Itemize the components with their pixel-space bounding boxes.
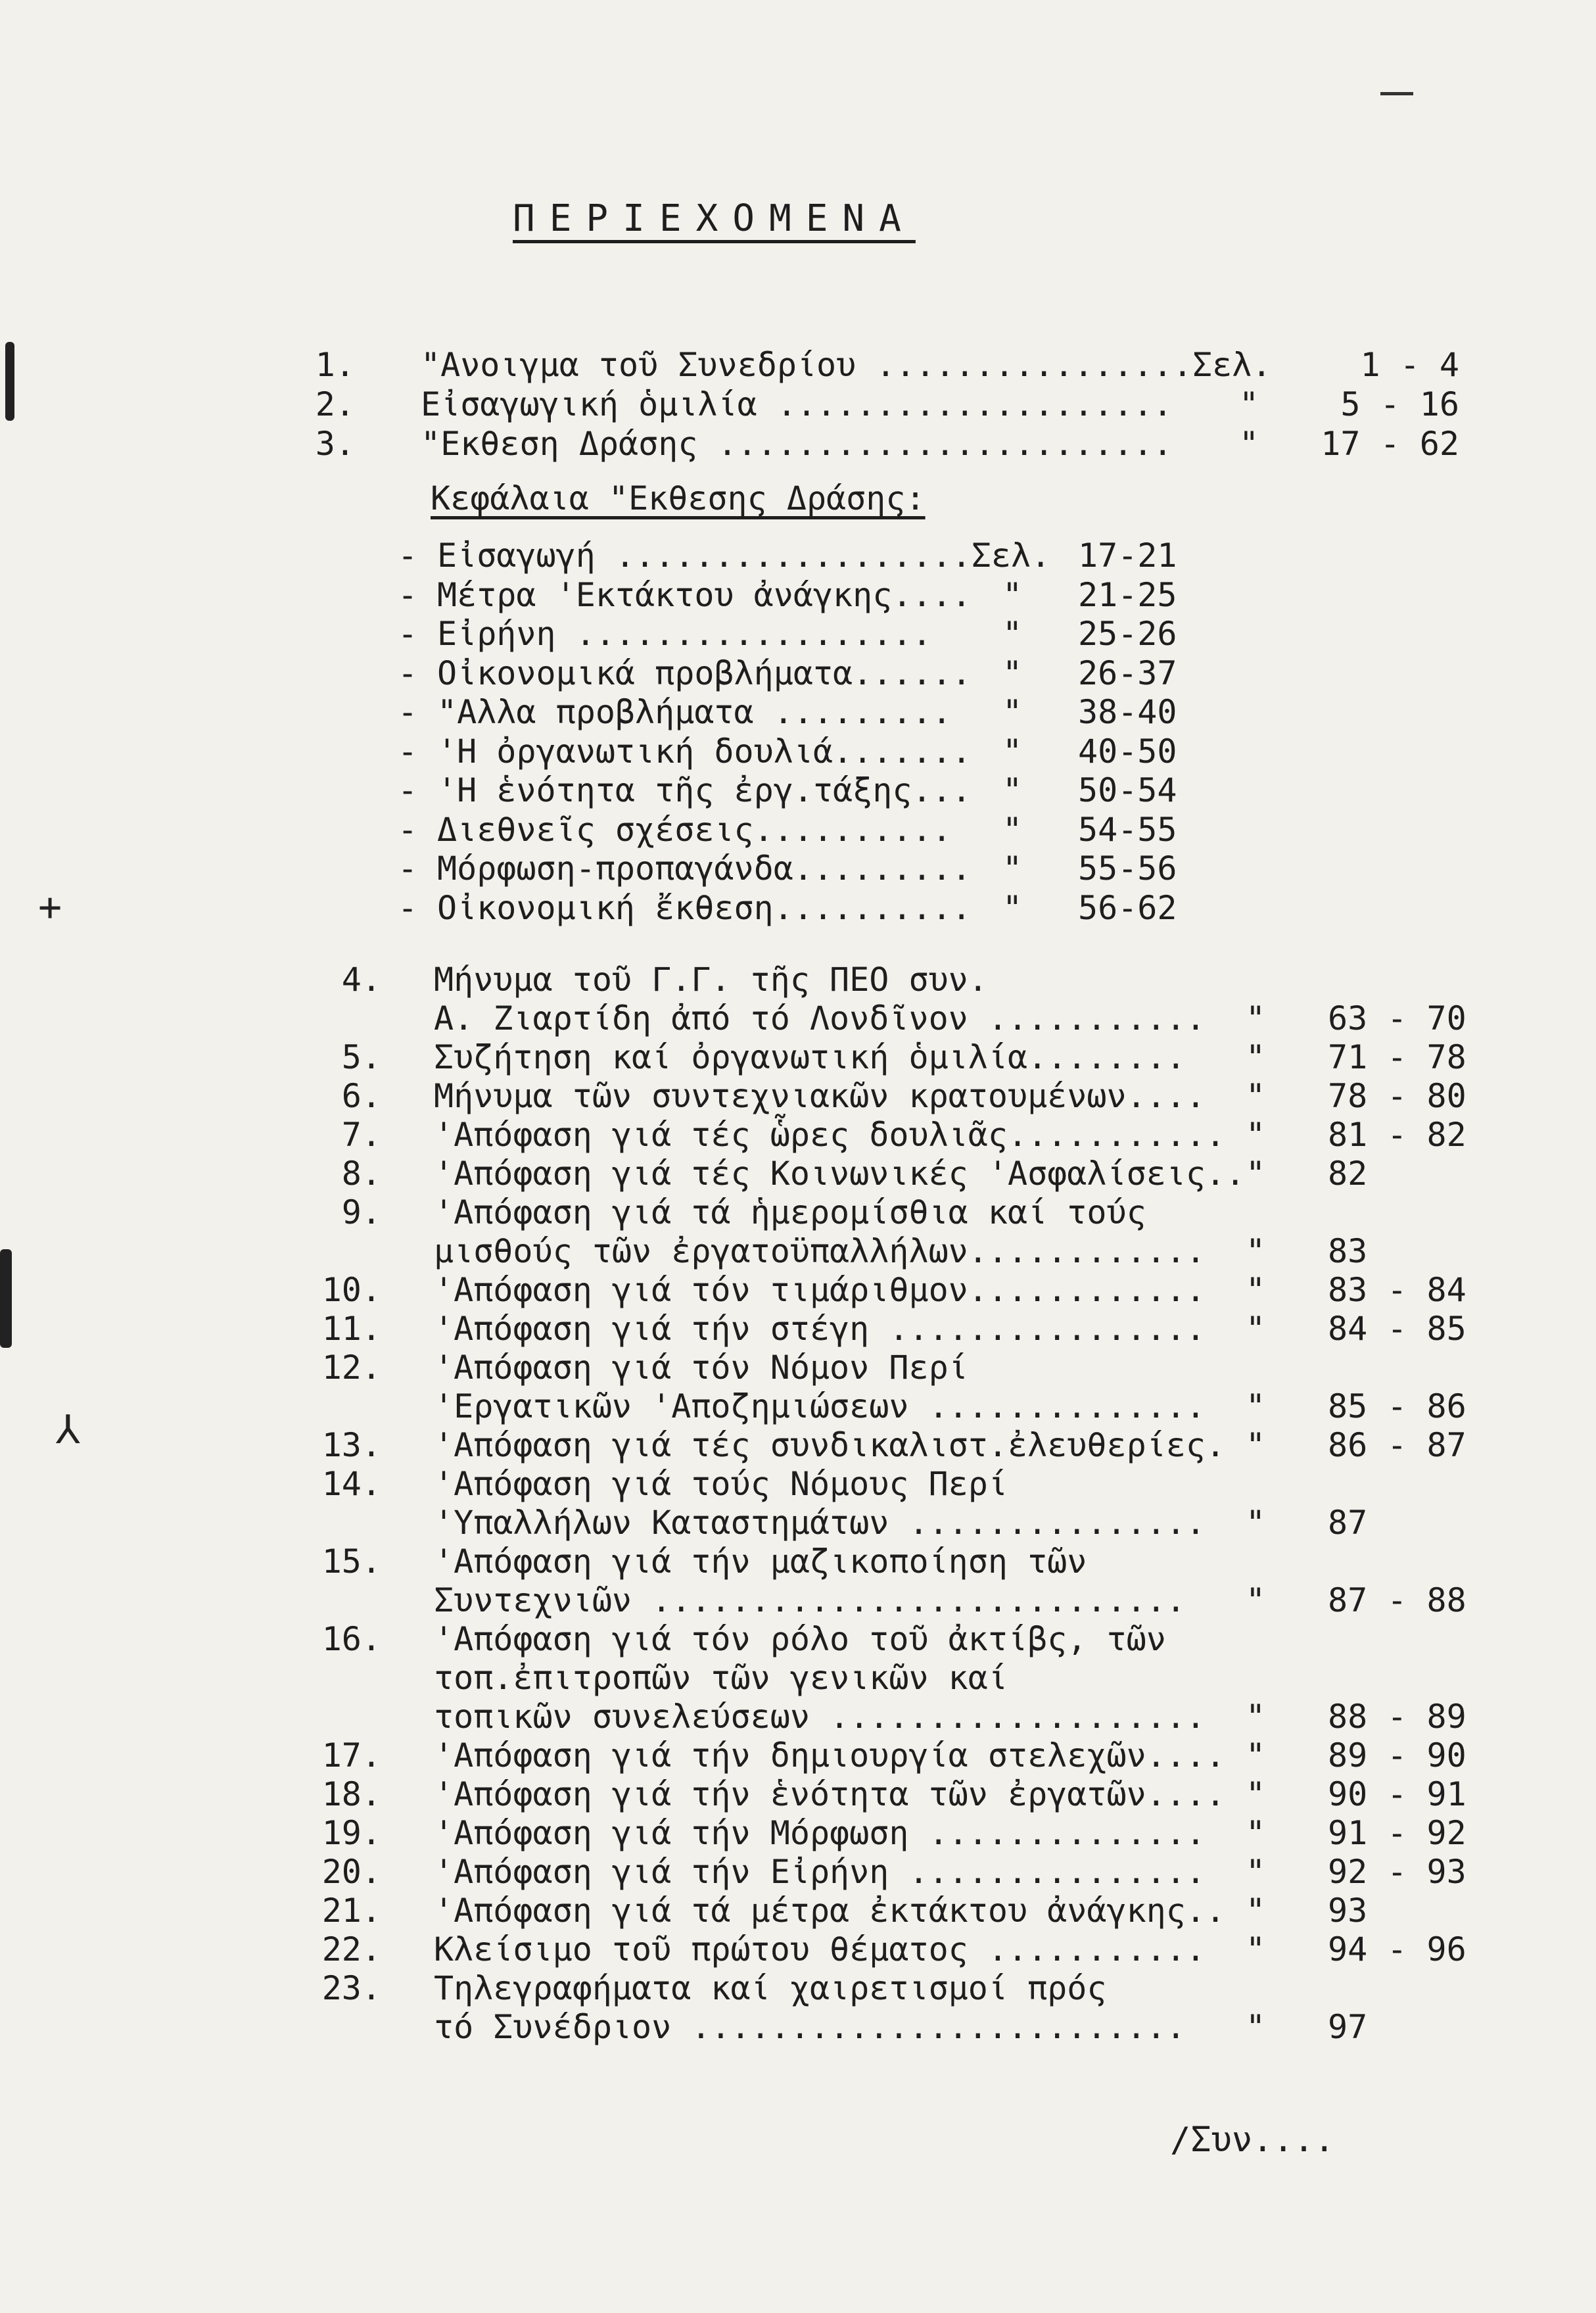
entry-pages: 89 - 90: [1328, 1736, 1467, 1775]
ditto-mark: ": [1245, 1504, 1266, 1542]
ditto-mark: ": [1245, 1077, 1266, 1115]
entry-line: Μήνυμα τοῦ Γ.Γ. τῆς ΠΕΟ συν.: [434, 961, 988, 999]
chapter-title: Εἰσαγωγή ..................Σελ.: [437, 537, 1051, 575]
entry-line: 'Απόφαση γιά τές Κοινωνικές 'Ασφαλίσεις..: [434, 1155, 1246, 1193]
ditto-mark: ": [1002, 575, 1023, 614]
chapter-title: "Αλλα προβλήματα .........: [437, 693, 952, 731]
entry-line: 'Απόφαση γιά τόν τιμάριθμον............: [434, 1271, 1206, 1309]
entry-number: 17.: [321, 1736, 381, 1775]
entry-pages: 91 - 92: [1328, 1814, 1467, 1852]
chapter-pages: 50-54: [1078, 771, 1177, 809]
chapter-title: Οἰκονομικά προβλήματα......: [437, 654, 972, 692]
entry-line: 'Απόφαση γιά τήν δημιουργία στελεχῶν....: [434, 1736, 1226, 1775]
entry-pages: 87: [1328, 1504, 1368, 1542]
ditto-mark: ": [1002, 888, 1023, 927]
entry-pages: 81 - 82: [1328, 1116, 1467, 1154]
entry-line: Συζήτηση καί ὀργανωτική ὁμιλία........: [434, 1038, 1186, 1076]
entry-number: 19.: [321, 1814, 381, 1852]
chapter-dash: -: [397, 654, 418, 692]
chapter-title: Εἰρήνη ..................: [437, 615, 932, 653]
entry-line: Μήνυμα τῶν συντεχνιακῶν κρατουμένων....: [434, 1077, 1206, 1115]
chapter-pages: 56-62: [1078, 888, 1177, 927]
chapter-pages: 26-37: [1078, 654, 1177, 692]
entry-number: 22.: [321, 1930, 381, 1968]
chapter-pages: 21-25: [1078, 575, 1177, 614]
entry-pages: 87 - 88: [1328, 1581, 1467, 1619]
entry-pages: 94 - 96: [1328, 1930, 1467, 1968]
ditto-mark: ": [1245, 1232, 1266, 1270]
ditto-mark: ": [1245, 2008, 1266, 2046]
entry-line: τοπικῶν συνελεύσεων ...................: [434, 1698, 1206, 1736]
ditto-mark: ": [1245, 1775, 1266, 1813]
entry-number: 18.: [321, 1775, 381, 1813]
ditto-mark: ": [1245, 1892, 1266, 1930]
ditto-mark: ": [1245, 999, 1266, 1037]
entry-title: "Εκθεση Δράσης .......................: [421, 425, 1173, 463]
entry-number: 11.: [321, 1310, 381, 1348]
entry-title: Εἰσαγωγική ὁμιλία ....................: [421, 385, 1173, 423]
entry-pages: 5 - 16: [1340, 385, 1459, 423]
chapter-dash: -: [397, 849, 418, 888]
chapter-heading: Κεφάλαια "Εκθεσης Δράσης:: [431, 479, 926, 517]
ditto-mark: ": [1238, 425, 1259, 463]
chapter-dash: -: [397, 732, 418, 771]
entry-line: 'Απόφαση γιά τόν ρόλο τοῦ ἀκτίβς, τῶν: [434, 1620, 1166, 1658]
entry-pages: 78 - 80: [1328, 1077, 1467, 1115]
entry-pages: 71 - 78: [1328, 1038, 1467, 1076]
entry-number: 10.: [321, 1271, 381, 1309]
ditto-mark: ": [1002, 849, 1023, 888]
chapter-title: 'Η ὀργανωτική δουλιά.......: [437, 732, 972, 771]
margin-mark: [0, 1249, 12, 1348]
entry-number: 9.: [341, 1193, 381, 1231]
chapter-title: Οἰκονομική ἔκθεση..........: [437, 888, 972, 927]
chapter-title: Διεθνεῖς σχέσεις..........: [437, 810, 952, 849]
ditto-mark: ": [1245, 1387, 1266, 1425]
entry-line: 'Απόφαση γιά τά μέτρα ἐκτάκτου ἀνάγκης..: [434, 1892, 1226, 1930]
entry-pages: 1 - 4: [1360, 346, 1459, 384]
ditto-mark: ": [1002, 810, 1023, 849]
entry-line: μισθούς τῶν ἐργατοϋπαλλήλων............: [434, 1232, 1206, 1270]
ditto-mark: ": [1245, 1310, 1266, 1348]
entry-number: 5.: [341, 1038, 381, 1076]
entry-line: τοπ.ἐπιτροπῶν τῶν γενικῶν καί: [434, 1659, 1008, 1697]
ditto-mark: ": [1245, 1814, 1266, 1852]
chapter-pages: 40-50: [1078, 732, 1177, 771]
entry-number: 1.: [315, 346, 355, 384]
entry-line: Τηλεγραφήματα καί χαιρετισμοί πρός: [434, 1969, 1107, 2007]
ditto-mark: ": [1245, 1736, 1266, 1775]
ditto-mark: ": [1245, 1426, 1266, 1464]
entry-pages: 82: [1328, 1155, 1368, 1193]
entry-line: 'Απόφαση γιά τήν ἑνότητα τῶν ἐργατῶν....: [434, 1775, 1226, 1813]
entry-number: 3.: [315, 425, 355, 463]
entry-pages: 93: [1328, 1892, 1368, 1930]
entry-line: Κλείσιμο τοῦ πρώτου θέματος ...........: [434, 1930, 1206, 1968]
chapter-dash: -: [397, 615, 418, 653]
chapter-dash: -: [397, 888, 418, 927]
entry-pages: 63 - 70: [1328, 999, 1467, 1037]
entry-line: 'Απόφαση γιά τήν Εἰρήνη ...............: [434, 1853, 1206, 1891]
entry-number: 7.: [341, 1116, 381, 1154]
chapter-pages: 17-21: [1078, 537, 1177, 575]
chapter-pages: 54-55: [1078, 810, 1177, 849]
chapter-title: Μόρφωση-προπαγάνδα.........: [437, 849, 972, 888]
margin-mark: [1380, 92, 1413, 95]
chapter-dash: -: [397, 693, 418, 731]
entry-pages: 86 - 87: [1328, 1426, 1467, 1464]
page-title: ΠΕΡΙΕΧΟΜΕΝΑ: [513, 197, 916, 240]
entry-number: 6.: [341, 1077, 381, 1115]
ditto-mark: ": [1245, 1271, 1266, 1309]
chapter-title: Μέτρα 'Εκτάκτου ἀνάγκης....: [437, 575, 972, 614]
chapter-pages: 38-40: [1078, 693, 1177, 731]
ditto-mark: ": [1002, 615, 1023, 653]
margin-mark: [5, 342, 14, 421]
ditto-mark: ": [1245, 1155, 1266, 1193]
entry-pages: 83: [1328, 1232, 1368, 1270]
entry-line: 'Απόφαση γιά τά ἡμερομίσθια καί τούς: [434, 1193, 1146, 1231]
ditto-mark: ": [1245, 1930, 1266, 1968]
ditto-mark: ": [1002, 732, 1023, 771]
entry-line: τό Συνέδριον .........................: [434, 2008, 1186, 2046]
entry-number: 12.: [321, 1348, 381, 1387]
entry-title: "Ανοιγμα τοῦ Συνεδρίου ................Σελ.: [421, 346, 1272, 384]
ditto-mark: ": [1002, 693, 1023, 731]
ditto-mark: ": [1245, 1116, 1266, 1154]
entry-line: 'Απόφαση γιά τούς Νόμους Περί: [434, 1465, 1008, 1503]
entry-line: 'Απόφαση γιά τές συνδικαλιστ.ἐλευθερίες.: [434, 1426, 1226, 1464]
entry-number: 13.: [321, 1426, 381, 1464]
chapter-dash: -: [397, 537, 418, 575]
entry-pages: 92 - 93: [1328, 1853, 1467, 1891]
chapter-dash: -: [397, 771, 418, 809]
entry-line: Συντεχνιῶν ...........................: [434, 1581, 1186, 1619]
ditto-mark: ": [1002, 771, 1023, 809]
continuation-note: /Συν....: [1170, 2120, 1335, 2160]
entry-pages: 97: [1328, 2008, 1368, 2046]
entry-line: 'Απόφαση γιά τήν μαζικοποίηση τῶν: [434, 1542, 1087, 1581]
entry-number: 14.: [321, 1465, 381, 1503]
entry-pages: 85 - 86: [1328, 1387, 1467, 1425]
entry-line: 'Εργατικῶν 'Αποζημιώσεων ..............: [434, 1387, 1206, 1425]
entry-number: 15.: [321, 1542, 381, 1581]
chapter-pages: 55-56: [1078, 849, 1177, 888]
entry-line: 'Απόφαση γιά τές ὧρες δουλιᾶς...........: [434, 1116, 1226, 1154]
entry-number: 23.: [321, 1969, 381, 2007]
entry-pages: 84 - 85: [1328, 1310, 1467, 1348]
entry-number: 4.: [341, 961, 381, 999]
entry-line: 'Απόφαση γιά τήν στέγη ................: [434, 1310, 1206, 1348]
ditto-mark: ": [1245, 1581, 1266, 1619]
entry-number: 2.: [315, 385, 355, 423]
chapter-dash: -: [397, 810, 418, 849]
entry-line: 'Απόφαση γιά τόν Νόμον Περί: [434, 1348, 968, 1387]
chapter-pages: 25-26: [1078, 615, 1177, 653]
entry-pages: 17 - 62: [1321, 425, 1459, 463]
ditto-mark: ": [1002, 654, 1023, 692]
chapter-dash: -: [397, 575, 418, 614]
entry-number: 20.: [321, 1853, 381, 1891]
entry-pages: 88 - 89: [1328, 1698, 1467, 1736]
entry-line: Α. Ζιαρτίδη ἀπό τό Λονδῖνον ...........: [434, 999, 1206, 1037]
margin-mark: +: [38, 884, 62, 930]
entry-number: 21.: [321, 1892, 381, 1930]
ditto-mark: ": [1238, 385, 1259, 423]
entry-line: 'Υπαλλήλων Καταστημάτων ...............: [434, 1504, 1206, 1542]
ditto-mark: ": [1245, 1698, 1266, 1736]
ditto-mark: ": [1245, 1853, 1266, 1891]
entry-number: 8.: [341, 1155, 381, 1193]
entry-number: 16.: [321, 1620, 381, 1658]
entry-line: 'Απόφαση γιά τήν Μόρφωση ..............: [434, 1814, 1206, 1852]
chapter-title: 'Η ἑνότητα τῆς ἐργ.τάξης...: [437, 771, 972, 809]
ditto-mark: ": [1245, 1038, 1266, 1076]
entry-pages: 83 - 84: [1328, 1271, 1467, 1309]
margin-mark: ⅄: [56, 1407, 80, 1453]
entry-pages: 90 - 91: [1328, 1775, 1467, 1813]
